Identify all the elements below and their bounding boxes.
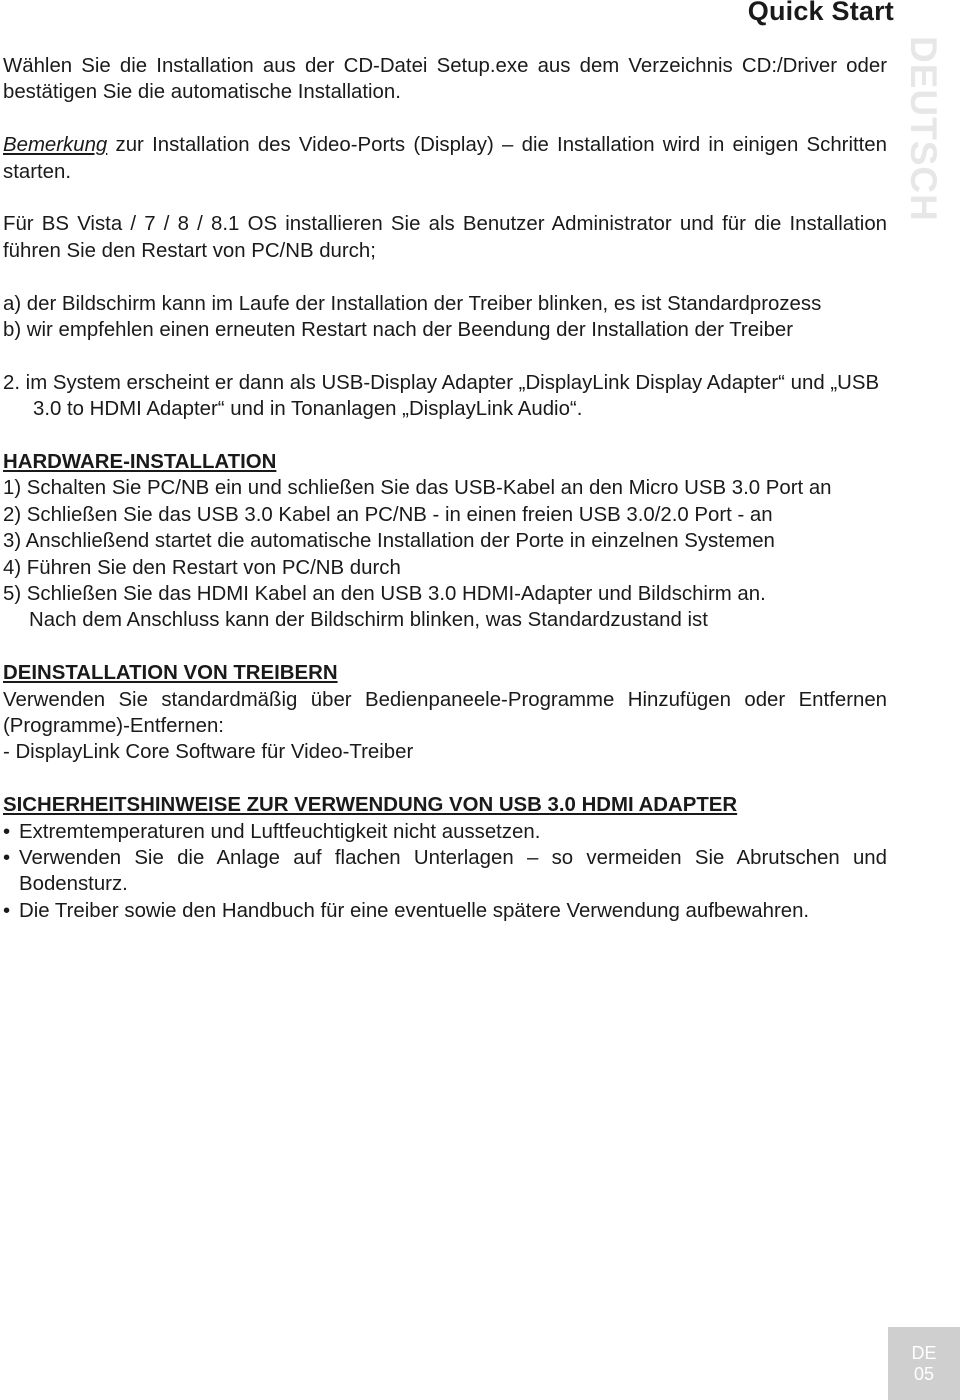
hardware-step-5-note: Nach dem Anschluss kann der Bildschirm blinken, was Standardzustand ist xyxy=(29,609,708,632)
side-language-label: DEUTSCH xyxy=(903,36,944,222)
safety-item xyxy=(3,819,887,845)
uninstall-text: Verwenden Sie standardmäßig über Bedienpaneele-Programme Hinzufügen oder Entfernen (Programme)-Entfernen: xyxy=(3,688,887,738)
note-a: a) der Bildschirm kann im Laufe der Installation der Treiber blinken, es ist Standardprozess xyxy=(3,292,822,315)
hardware-heading: HARDWARE-INSTALLATION xyxy=(3,451,277,474)
note-b: b) wir empfehlen einen erneuten Restart nach der Beendung der Installation der Treiber xyxy=(3,319,794,342)
footer-language: DE xyxy=(911,1342,937,1363)
safety-item-text: Extremtemperaturen und Luftfeuchtigkeit nicht aussetzen. xyxy=(19,820,541,843)
bullet-icon: • xyxy=(3,820,11,843)
hardware-step-4: 4) Führen Sie den Restart von PC/NB durch xyxy=(3,556,401,579)
safety-item xyxy=(3,898,887,924)
safety-item xyxy=(3,845,887,898)
intro-paragraph-2 xyxy=(3,132,887,185)
remark-text: zur Installation des Video-Ports (Display) – die Installation wird in einigen Schritten starten. xyxy=(3,134,887,183)
bullet-icon: • xyxy=(3,847,11,870)
page-number-box xyxy=(888,1327,960,1400)
hardware-step-5: 5) Schließen Sie das HDMI Kabel an den USB 3.0 HDMI-Adapter und Bildschirm an. xyxy=(3,583,766,606)
hardware-step-1: 1) Schalten Sie PC/NB ein und schließen Sie das USB-Kabel an den Micro USB 3.0 Port an xyxy=(3,477,832,500)
hardware-step-3: 3) Anschließend startet die automatische Installation der Porte in einzelnen Systemen xyxy=(3,530,775,553)
safety-item-text: Verwenden Sie die Anlage auf flachen Unterlagen – so vermeiden Sie Abrutschen und Bodensturz. xyxy=(19,847,887,896)
hardware-step-2: 2) Schließen Sie das USB 3.0 Kabel an PC/NB - in einen freien USB 3.0/2.0 Port - an xyxy=(3,503,773,526)
safety-item-text: Die Treiber sowie den Handbuch für eine eventuelle spätere Verwendung aufbewahren. xyxy=(19,899,810,922)
page-number: 05 xyxy=(913,1363,935,1384)
uninstall-heading: DEINSTALLATION VON TREIBERN xyxy=(3,662,338,685)
system-note: 2. im System erscheint er dann als USB-Display Adapter „DisplayLink Display Adapter“ und „USB 3.0 to HDMI Adapter“ und in Tonanlagen „DisplayLink Audio“. xyxy=(3,371,880,421)
document-body xyxy=(3,53,887,924)
remark-label: Bemerkung xyxy=(3,134,108,157)
intro-paragraph-1: Wählen Sie die Installation aus der CD-Datei Setup.exe aus dem Verzeichnis CD:/Driver oder bestätigen Sie die automatische Installation. xyxy=(3,55,887,104)
page-title: Quick Start xyxy=(747,0,894,26)
bullet-icon: • xyxy=(3,899,11,922)
safety-heading: SICHERHEITSHINWEISE ZUR VERWENDUNG VON USB 3.0 HDMI ADAPTER xyxy=(3,794,738,817)
intro-paragraph-3: Für BS Vista / 7 / 8 / 8.1 OS installieren Sie als Benutzer Administrator und für die Installation führen Sie den Restart von PC/NB durch; xyxy=(3,213,887,262)
uninstall-item: - DisplayLink Core Software für Video-Treiber xyxy=(3,741,414,764)
safety-list xyxy=(3,819,887,925)
